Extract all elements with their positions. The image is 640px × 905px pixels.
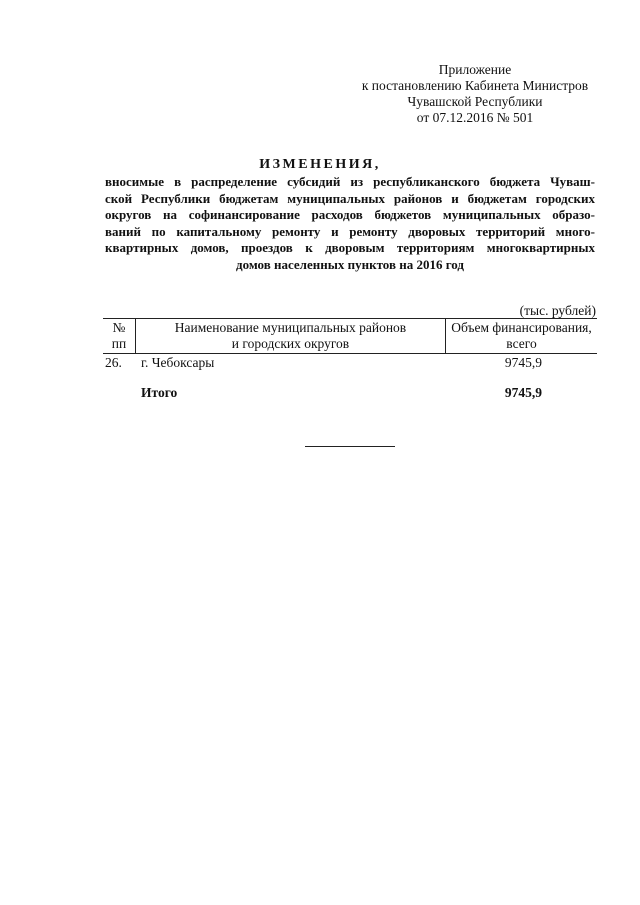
header-number-line: № bbox=[112, 320, 126, 335]
document-title: ИЗМЕНЕНИЯ, bbox=[259, 157, 381, 172]
row-value: 9745,9 bbox=[504, 355, 542, 370]
annex-line: от 07.12.2016 № 501 bbox=[416, 110, 534, 125]
subtitle-line: вносимые в распределение субсидий из республиканского бюджета Чуваш- bbox=[105, 174, 595, 189]
subtitle-line: ваний по капитальному ремонту и ремонту дворовых территорий много- bbox=[105, 223, 595, 239]
header-number-line: пп bbox=[111, 336, 127, 351]
annex-line: к постановлению Кабинета Министров bbox=[361, 78, 589, 93]
document-subtitle bbox=[105, 174, 595, 273]
header-number bbox=[103, 319, 135, 353]
annex-line: Чувашской Республики bbox=[407, 94, 543, 109]
header-volume bbox=[445, 319, 597, 353]
table-header bbox=[103, 318, 597, 354]
annex-line: Приложение bbox=[438, 62, 512, 77]
funding-table bbox=[103, 318, 597, 402]
table-total-row bbox=[103, 384, 597, 402]
header-volume-line: всего bbox=[506, 336, 537, 351]
header-name-line: и городских округов bbox=[231, 336, 350, 351]
total-label: Итого bbox=[141, 385, 178, 400]
end-divider bbox=[305, 446, 395, 447]
units-label: (тыс. рублей) bbox=[519, 303, 596, 318]
header-name-line: Наименование муниципальных районов bbox=[174, 320, 407, 335]
subtitle-line: квартирных домов, проездов к дворовым территориям многоквартирных bbox=[105, 240, 595, 255]
row-name: г. Чебоксары bbox=[141, 355, 215, 370]
row-number: 26. bbox=[105, 355, 122, 370]
header-name bbox=[135, 319, 445, 353]
annex-header bbox=[355, 62, 595, 126]
subtitle-line: домов населенных пунктов на 2016 год bbox=[236, 256, 464, 272]
total-value: 9745,9 bbox=[504, 385, 542, 400]
subtitle-line: округов на софинансирование расходов бюджетов муниципальных образо- bbox=[105, 207, 595, 222]
header-volume-line: Объем финансирования, bbox=[451, 320, 592, 335]
table-row bbox=[103, 354, 597, 372]
subtitle-line: ской Республики бюджетам муниципальных районов и бюджетам городских bbox=[105, 190, 595, 206]
